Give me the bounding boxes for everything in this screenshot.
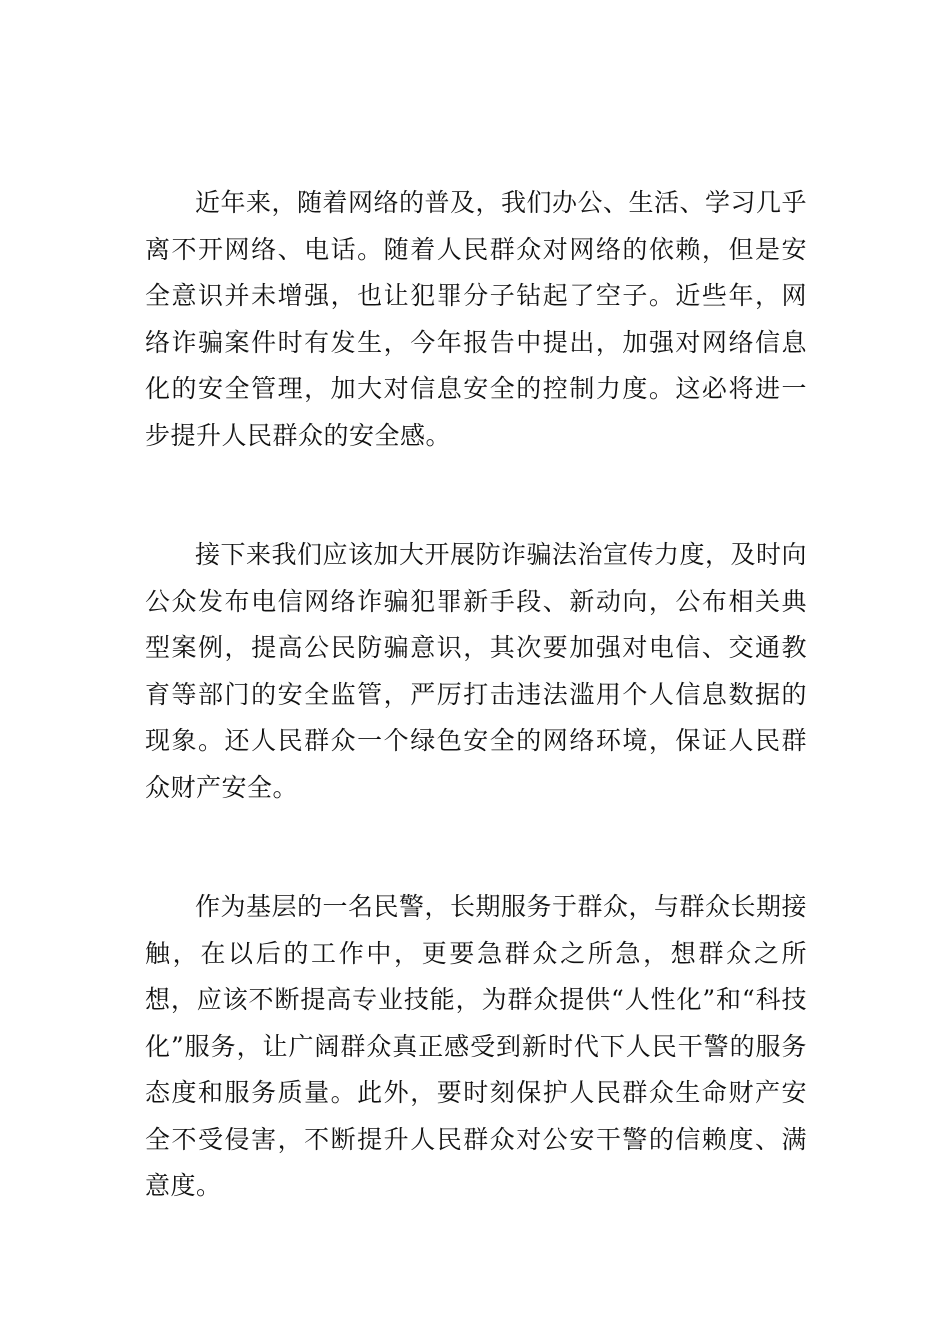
document-body xyxy=(145,180,807,1210)
paragraph-1: 近年来，随着网络的普及，我们办公、生活、学习几乎离不开网络、电话。随着人民群众对网络的依赖，但是安全意识并未增强，也让犯罪分子钻起了空子。近些年，网络诈骗案件时有发生，今年报告中提出，加强对网络信息化的安全管理，加大对信息安全的控制力度。这必将进一步提升人民群众的安全感。 xyxy=(145,188,808,450)
paragraph-2: 接下来我们应该加大开展防诈骗法治宣传力度，及时向公众发布电信网络诈骗犯罪新手段、新动向，公布相关典型案例，提高公民防骗意识，其次要加强对电信、交通教育等部门的安全监管，严厉打击违法滥用个人信息数据的现象。还人民群众一个绿色安全的网络环境，保证人民群众财产安全。 xyxy=(145,540,808,802)
paragraph-3: 作为基层的一名民警，长期服务于群众，与群众长期接触，在以后的工作中，更要急群众之所急，想群众之所想，应该不断提高专业技能，为群众提供“人性化”和“科技化”服务，让广阔群众真正感受到新时代下人民干警的服务态度和服务质量。此外，要时刻保护人民群众生命财产安全不受侵害，不断提升人民群众对公安干警的信赖度、满意度。 xyxy=(145,892,808,1200)
